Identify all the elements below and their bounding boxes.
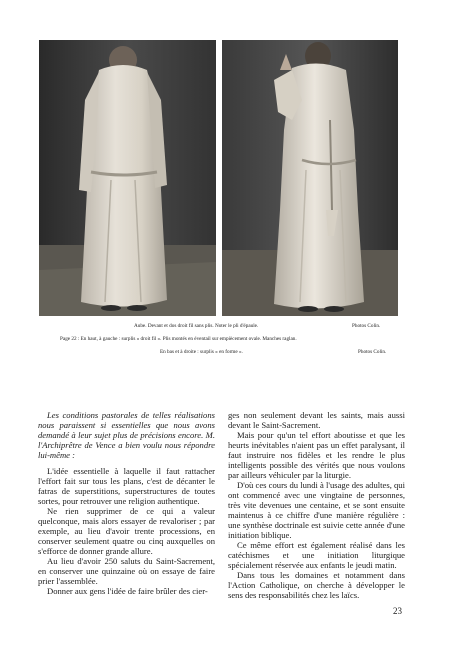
photo-alb-back: [39, 40, 216, 316]
figure-caption-line1: Aube. Devant et dos droit fil sans plis. Noter le pli d'épaule.: [134, 323, 259, 329]
paragraph: Ne rien supprimer de ce qui a valeur quelconque, mais alors essayer de revaloriser ; par exemple, au lieu d'avoir trente processions, en conserver seulement quatre ou cinq auxquelles on s'efforce de donner grande allure.: [38, 506, 215, 556]
photo-credit-1: Photos Colin.: [352, 323, 381, 329]
figure-caption-line3: En bas et à droite : surplis « en forme ».: [160, 349, 243, 355]
paragraph: Ce même effort est également réalisé dans les catéchismes et une initiation liturgique spécialement réservée aux enfants le jeudi matin.: [228, 540, 405, 570]
photo-credit-2: Photos Colin.: [358, 349, 387, 355]
paragraph: Donner aux gens l'idée de faire brûler des cier-: [47, 586, 208, 596]
paragraph-continued: ges non seulement devant les saints, mais aussi devant le Saint-Sacrement.: [228, 410, 405, 430]
page-number: 23: [393, 606, 402, 616]
paragraph: L'idée essentielle à laquelle il faut rattacher l'effort fait sur tous les plans, c'est de décanter le fatras de superstitions, superstructures de toutes sortes, pour retrouver une religion authentique.: [38, 466, 215, 506]
paragraph: Au lieu d'avoir 250 saluts du Saint-Sacrement, en conserver une quinzaine où on essaye de faire prier l'assemblée.: [38, 556, 215, 586]
text-column-left: [38, 410, 215, 596]
article-intro: Les conditions pastorales de telles réalisations nous paraissent si essentielles que nous avons demandé à leur sujet plus de précisions encore. M. l'Archiprêtre de Vence a bien voulu nous répondre lui-même :: [38, 410, 215, 460]
photo-alb-front: [222, 40, 398, 316]
figure-caption-line2: Page 22 : En haut, à gauche : surplis « droit fil ». Plis montés en éventail sur empiècement ovale. Manches raglan.: [60, 336, 297, 342]
text-column-right: [228, 410, 405, 600]
paragraph: Dans tous les domaines et notamment dans l'Action Catholique, on cherche à développer le sens des responsabilités chez les laïcs.: [228, 570, 405, 600]
paragraph: D'où ces cours du lundi à l'usage des adultes, qui ont commencé avec une vingtaine de personnes, très vite devenues une centaine, et se sont ensuite maintenus à ce chiffre d'une manière régulière : une synthèse doctrinale est suivie cette année d'une initiation biblique.: [228, 480, 405, 540]
paragraph: Mais pour qu'un tel effort aboutisse et que les heurts inévitables n'aient pas un effet paralysant, il faut instruire nos fidèles et les rendre le plus intelligents possible des vérités que nous voulons par ailleurs véhiculer par la liturgie.: [228, 430, 405, 480]
